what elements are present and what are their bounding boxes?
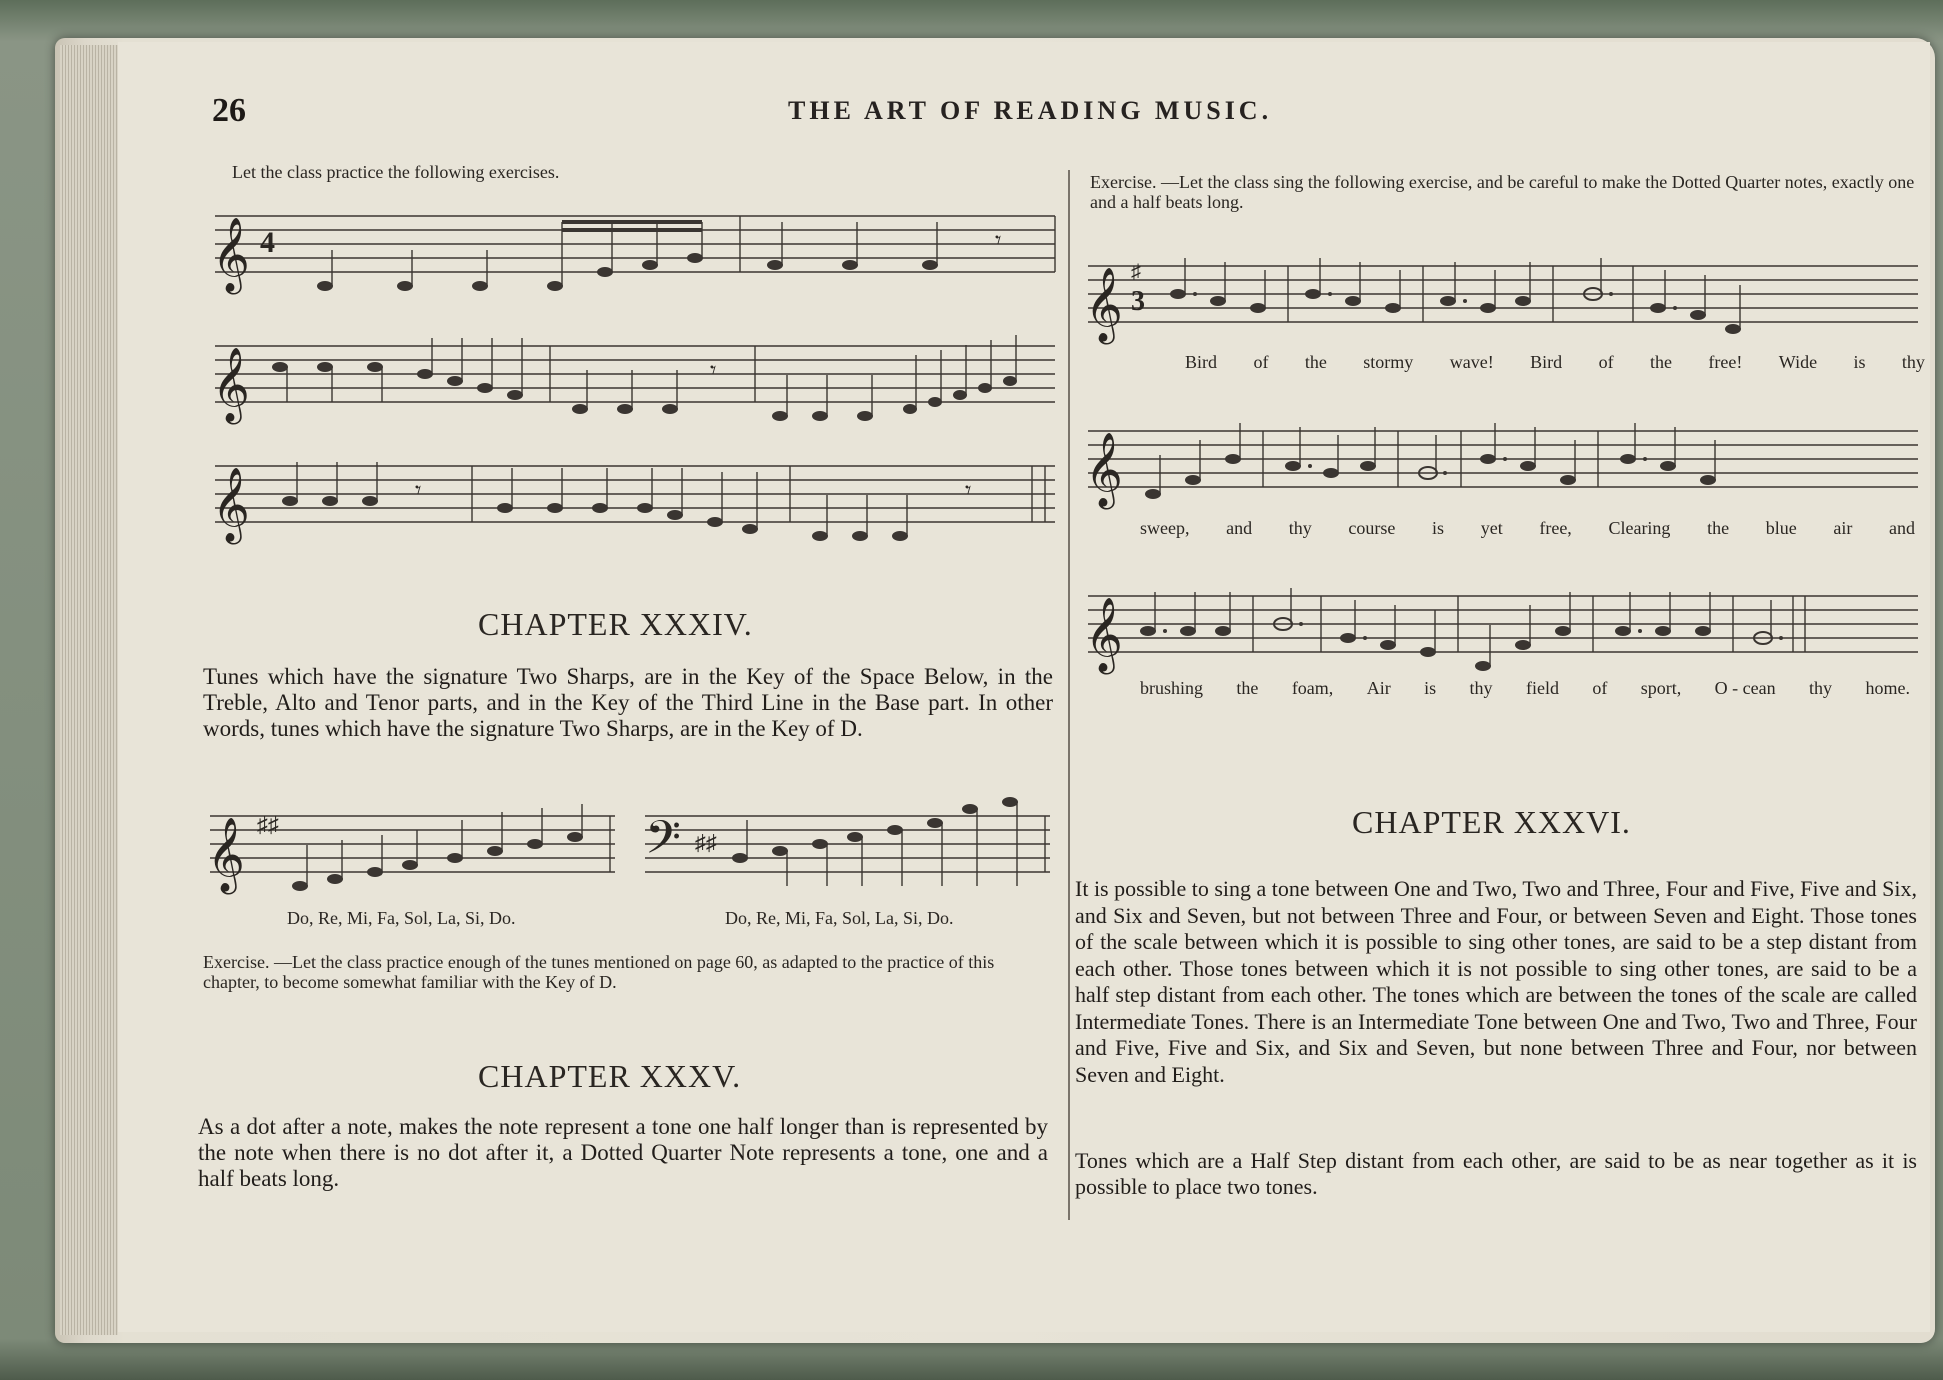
svg-text:𝄾: 𝄾 — [995, 228, 1002, 254]
music-staff-1 — [210, 200, 1060, 310]
lyric-word: yet — [1480, 518, 1503, 538]
lyric-word: is — [1853, 352, 1866, 372]
svg-text:♯: ♯ — [1131, 261, 1141, 283]
lyric-word: is — [1424, 678, 1437, 698]
page-gutter — [1068, 170, 1070, 1220]
lyric-word: is — [1432, 518, 1445, 538]
lyric-word: stormy — [1363, 352, 1414, 372]
svg-text:𝄞: 𝄞 — [1085, 598, 1123, 672]
svg-text:𝄞: 𝄞 — [212, 348, 250, 422]
svg-text:𝄞: 𝄞 — [1085, 433, 1123, 507]
key-signature-number: 3 — [1131, 286, 1145, 317]
svg-text:𝄞: 𝄞 — [212, 218, 250, 292]
svg-text:♯♯: ♯♯ — [257, 812, 279, 837]
lyric-word: home. — [1865, 678, 1910, 698]
song-staff-1 — [1083, 250, 1923, 350]
lyric-word: course — [1348, 518, 1396, 538]
page-edges — [60, 45, 118, 1335]
lyric-word: thy — [1469, 678, 1493, 698]
svg-text:𝄾: 𝄾 — [710, 358, 717, 384]
lyric-word: Bird — [1530, 352, 1563, 372]
svg-text:𝄾: 𝄾 — [965, 478, 972, 504]
svg-text:𝄞: 𝄞 — [207, 818, 245, 892]
right-exercise-instructions: Exercise. —Let the class sing the following exercise, and be careful to make the Dotted Quarter notes, exactly one and a half beats long. — [1090, 172, 1915, 212]
lyric-word: Clearing — [1608, 518, 1671, 538]
lyric-word: sweep, — [1140, 518, 1190, 538]
lyric-word: thy — [1809, 678, 1833, 698]
lyric-word: the — [1707, 518, 1730, 538]
lyrics-line-2 — [1140, 518, 1915, 539]
lyric-word: and — [1888, 518, 1915, 538]
svg-text:𝄾: 𝄾 — [415, 478, 422, 504]
lyric-word: and — [1226, 518, 1253, 538]
chapter-36-title: CHAPTER XXXVI. — [1352, 804, 1631, 840]
lyrics-line-3 — [1140, 678, 1910, 699]
lyric-word: the — [1649, 352, 1672, 372]
svg-text:𝄢: 𝄢 — [645, 813, 682, 875]
page-number: 26 — [212, 92, 246, 129]
lyric-word: of — [1598, 352, 1614, 372]
lyric-word: of — [1253, 352, 1269, 372]
svg-text:♯♯: ♯♯ — [695, 830, 717, 855]
lyric-word: Air — [1366, 678, 1391, 698]
chapter-34-paragraph: Tunes which have the signature Two Sharps, are in the Key of the Space Below, in the Treble, Alto and Tenor parts, and in the Key of the Third Line in the Base part. In other words, tunes which have the signature Two Sharps, are in the Key of D. — [203, 664, 1053, 741]
lyric-word: O - cean — [1714, 678, 1776, 698]
chapter-34-exercise: Exercise. —Let the class practice enough of the tunes mentioned on page 60, as adapted to the practice of this chapter, to become somewhat familiar with the Key of D. — [203, 952, 995, 992]
chapter-36-paragraph-1: It is possible to sing a tone between One and Two, Two and Three, Four and Five, Five and Six, and Six and Seven, but not between Three and Four, or between Seven and Eight. Those tones of the scale between which it is possible to sing other tones, are said to be a step distant from each other. Those tones between which it is not possible to sing other tones, are said to be a half step distant from each other. The tones which are between the tones of the scale are called Intermediate Tones. There is an Intermediate Tone between One and Two, Two and Three, Four and Five, Five and Six, and Six and Seven, but none between Three and Four, nor between Seven and Eight. — [1075, 876, 1917, 1087]
lyric-word: wave! — [1449, 352, 1494, 372]
lyrics-line-1 — [1185, 352, 1925, 373]
bass-scale-syllables: Do, Re, Mi, Fa, Sol, La, Si, Do. — [725, 908, 954, 928]
chapter-35-title: CHAPTER XXXV. — [478, 1058, 742, 1094]
lyric-word: the — [1304, 352, 1327, 372]
lyric-word: foam, — [1291, 678, 1334, 698]
svg-text:𝄞: 𝄞 — [212, 468, 250, 542]
svg-text:𝄞: 𝄞 — [1085, 268, 1123, 342]
lyric-word: sport, — [1640, 678, 1682, 698]
music-staff-2 — [210, 330, 1060, 430]
exercise-intro: Let the class practice the following exercises. — [232, 162, 560, 182]
running-title: THE ART OF READING MUSIC. — [788, 96, 1273, 125]
chapter-36-paragraph-2: Tones which are a Half Step distant from each other, are said to be as near together as it is possible to place two tones. — [1075, 1148, 1917, 1199]
lyric-word: Bird — [1185, 352, 1218, 372]
lyric-word: air — [1833, 518, 1853, 538]
lyric-word: of — [1592, 678, 1608, 698]
song-staff-3 — [1083, 580, 1923, 680]
lyric-word: free, — [1539, 518, 1572, 538]
lyric-word: blue — [1765, 518, 1797, 538]
song-staff-2 — [1083, 415, 1923, 515]
time-signature: 4 — [260, 226, 275, 259]
chapter-35-paragraph: As a dot after a note, makes the note represent a tone one half longer than is represented by the note when there is no dot after it, a Dotted Quarter Note represents a tone, one and a half beats long. — [198, 1114, 1048, 1191]
bass-scale-staff — [640, 790, 1060, 900]
lyric-word: field — [1525, 678, 1559, 698]
treble-scale-syllables: Do, Re, Mi, Fa, Sol, La, Si, Do. — [287, 908, 516, 928]
lyric-word: thy — [1901, 352, 1925, 372]
music-staff-3 — [210, 450, 1060, 550]
treble-scale-staff — [205, 800, 645, 900]
lyric-word: Wide — [1778, 352, 1818, 372]
lyric-word: thy — [1288, 518, 1312, 538]
lyric-word: free! — [1708, 352, 1743, 372]
lyric-word: the — [1236, 678, 1259, 698]
chapter-34-title: CHAPTER XXXIV. — [478, 606, 753, 642]
lyric-word: brushing — [1140, 678, 1203, 698]
